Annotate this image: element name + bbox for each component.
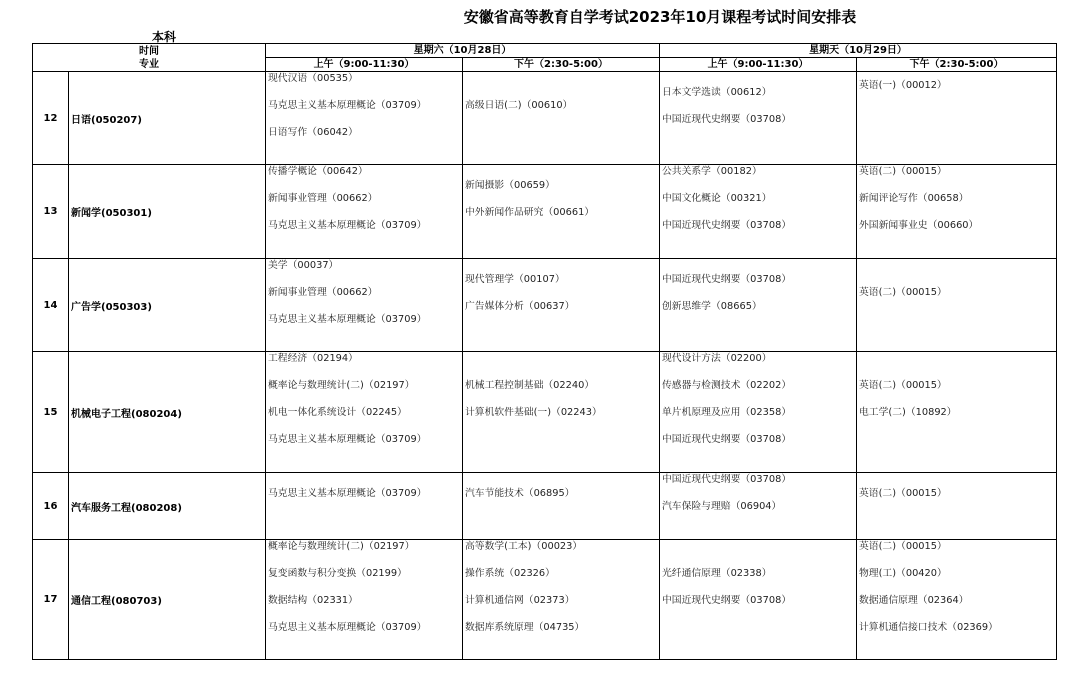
row-number: 12: [33, 72, 69, 165]
course-entry: 马克思主义基本原理概论（03709）: [268, 220, 427, 231]
course-entry: 数据结构（02331）: [268, 595, 358, 606]
course-entry: 新闻摄影（00659）: [465, 180, 555, 191]
course-entry: 新闻评论写作（00658）: [859, 193, 969, 204]
table-row: [33, 352, 1057, 473]
row-number: 16: [33, 473, 69, 540]
schedule-cell: [660, 165, 857, 259]
corner-major-label: 专业: [139, 58, 159, 70]
corner-time-label: 时间: [139, 45, 159, 57]
course-entry: 汽车保险与理赔（06904）: [662, 501, 782, 512]
schedule-cell: [463, 259, 660, 352]
course-entry: 数据库系统原理（04735）: [465, 622, 585, 633]
course-entry: 外国新闻事业史（00660）: [859, 220, 979, 231]
row-number: 14: [33, 259, 69, 352]
course-entry: 现代设计方法（02200）: [662, 353, 772, 364]
schedule-cell: [660, 540, 857, 660]
major-name: 汽车服务工程(080208): [69, 473, 266, 540]
major-name: 日语(050207): [69, 72, 266, 165]
table-row: [33, 540, 1057, 660]
course-entry: 新闻事业管理（00662）: [268, 193, 378, 204]
schedule-cell: [660, 352, 857, 473]
course-entry: 创新思维学（08665）: [662, 301, 762, 312]
course-entry: 马克思主义基本原理概论（03709）: [268, 314, 427, 325]
course-entry: 英语(二)（00015）: [859, 541, 947, 552]
course-entry: 英语(二)（00015）: [859, 166, 947, 177]
course-entry: 现代管理学（00107）: [465, 274, 565, 285]
table-row: [33, 165, 1057, 259]
course-entry: 传播学概论（00642）: [268, 166, 368, 177]
row-number: 15: [33, 352, 69, 473]
schedule-cell: [857, 72, 1057, 165]
course-entry: 概率论与数理统计(二)（02197）: [268, 541, 415, 552]
course-entry: 高等数学(工本)（00023）: [465, 541, 583, 552]
major-name: 广告学(050303): [69, 259, 266, 352]
row-number: 13: [33, 165, 69, 259]
page-title: 安徽省高等教育自学考试2023年10月课程考试时间安排表: [463, 8, 857, 26]
course-entry: 马克思主义基本原理概论（03709）: [268, 488, 427, 499]
course-entry: 马克思主义基本原理概论（03709）: [268, 100, 427, 111]
course-entry: 中国近现代史纲要（03708）: [662, 220, 792, 231]
table-body: [33, 44, 1057, 660]
course-entry: 计算机通信网（02373）: [465, 595, 575, 606]
schedule-cell: [266, 352, 463, 473]
schedule-cell: [266, 473, 463, 540]
schedule-cell: [857, 540, 1057, 660]
course-entry: 计算机通信接口技术（02369）: [859, 622, 998, 633]
session-header: 下午（2:30-5:00）: [857, 58, 1057, 72]
level-label: 本科: [152, 30, 177, 44]
schedule-cell: [463, 473, 660, 540]
course-entry: 中国近现代史纲要（03708）: [662, 434, 792, 445]
course-entry: 美学（00037）: [268, 260, 339, 271]
course-entry: 公共关系学（00182）: [662, 166, 762, 177]
table-row: [33, 72, 1057, 165]
schedule-cell: [266, 165, 463, 259]
schedule-cell: [660, 72, 857, 165]
course-entry: 新闻事业管理（00662）: [268, 287, 378, 298]
course-entry: 概率论与数理统计(二)（02197）: [268, 380, 415, 391]
course-entry: 日语写作（06042）: [268, 127, 358, 138]
schedule-cell: [463, 540, 660, 660]
course-entry: 英语(二)（00015）: [859, 488, 947, 499]
session-header: 上午（9:00-11:30）: [266, 58, 463, 72]
major-name: 新闻学(050301): [69, 165, 266, 259]
schedule-cell: [857, 473, 1057, 540]
major-name: 机械电子工程(080204): [69, 352, 266, 473]
course-entry: 中外新闻作品研究（00661）: [465, 207, 595, 218]
course-entry: 马克思主义基本原理概论（03709）: [268, 434, 427, 445]
course-entry: 中国近现代史纲要（03708）: [662, 114, 792, 125]
course-entry: 计算机软件基础(一)（02243）: [465, 407, 602, 418]
schedule-cell: [266, 540, 463, 660]
schedule-cell: [660, 259, 857, 352]
course-entry: 现代汉语（00535）: [268, 73, 358, 84]
session-header: 上午（9:00-11:30）: [660, 58, 857, 72]
course-entry: 高级日语(二)（00610）: [465, 100, 573, 111]
corner-header: [33, 44, 266, 72]
course-entry: 机械工程控制基础（02240）: [465, 380, 595, 391]
schedule-cell: [266, 259, 463, 352]
exam-schedule-table: [32, 43, 1057, 660]
course-entry: 英语(一)（00012）: [859, 80, 947, 91]
course-entry: 操作系统（02326）: [465, 568, 555, 579]
row-number: 17: [33, 540, 69, 660]
day-header-row: [33, 44, 1057, 58]
course-entry: 中国近现代史纲要（03708）: [662, 595, 792, 606]
schedule-cell: [857, 352, 1057, 473]
course-entry: 物理(工)（00420）: [859, 568, 947, 579]
schedule-cell: [660, 473, 857, 540]
course-entry: 光纤通信原理（02338）: [662, 568, 772, 579]
course-entry: 广告媒体分析（00637）: [465, 301, 575, 312]
course-entry: 数据通信原理（02364）: [859, 595, 969, 606]
table-row: [33, 259, 1057, 352]
course-entry: 复变函数与积分变换（02199）: [268, 568, 407, 579]
major-name: 通信工程(080703): [69, 540, 266, 660]
course-entry: 汽车节能技术（06895）: [465, 488, 575, 499]
schedule-cell: [857, 165, 1057, 259]
course-entry: 电工学(二)（10892）: [859, 407, 957, 418]
course-entry: 英语(二)（00015）: [859, 380, 947, 391]
course-entry: 工程经济（02194）: [268, 353, 358, 364]
course-entry: 中国文化概论（00321）: [662, 193, 772, 204]
schedule-cell: [463, 165, 660, 259]
course-entry: 英语(二)（00015）: [859, 287, 947, 298]
schedule-cell: [463, 352, 660, 473]
course-entry: 中国近现代史纲要（03708）: [662, 474, 792, 485]
day-header-sunday: 星期天（10月29日）: [660, 44, 1057, 58]
course-entry: 马克思主义基本原理概论（03709）: [268, 622, 427, 633]
schedule-cell: [857, 259, 1057, 352]
course-entry: 单片机原理及应用（02358）: [662, 407, 792, 418]
day-header-saturday: 星期六（10月28日）: [266, 44, 660, 58]
course-entry: 日本文学选读（00612）: [662, 87, 772, 98]
schedule-cell: [463, 72, 660, 165]
schedule-cell: [266, 72, 463, 165]
course-entry: 传感器与检测技术（02202）: [662, 380, 792, 391]
table-row: [33, 473, 1057, 540]
course-entry: 中国近现代史纲要（03708）: [662, 274, 792, 285]
course-entry: 机电一体化系统设计（02245）: [268, 407, 407, 418]
session-header: 下午（2:30-5:00）: [463, 58, 660, 72]
